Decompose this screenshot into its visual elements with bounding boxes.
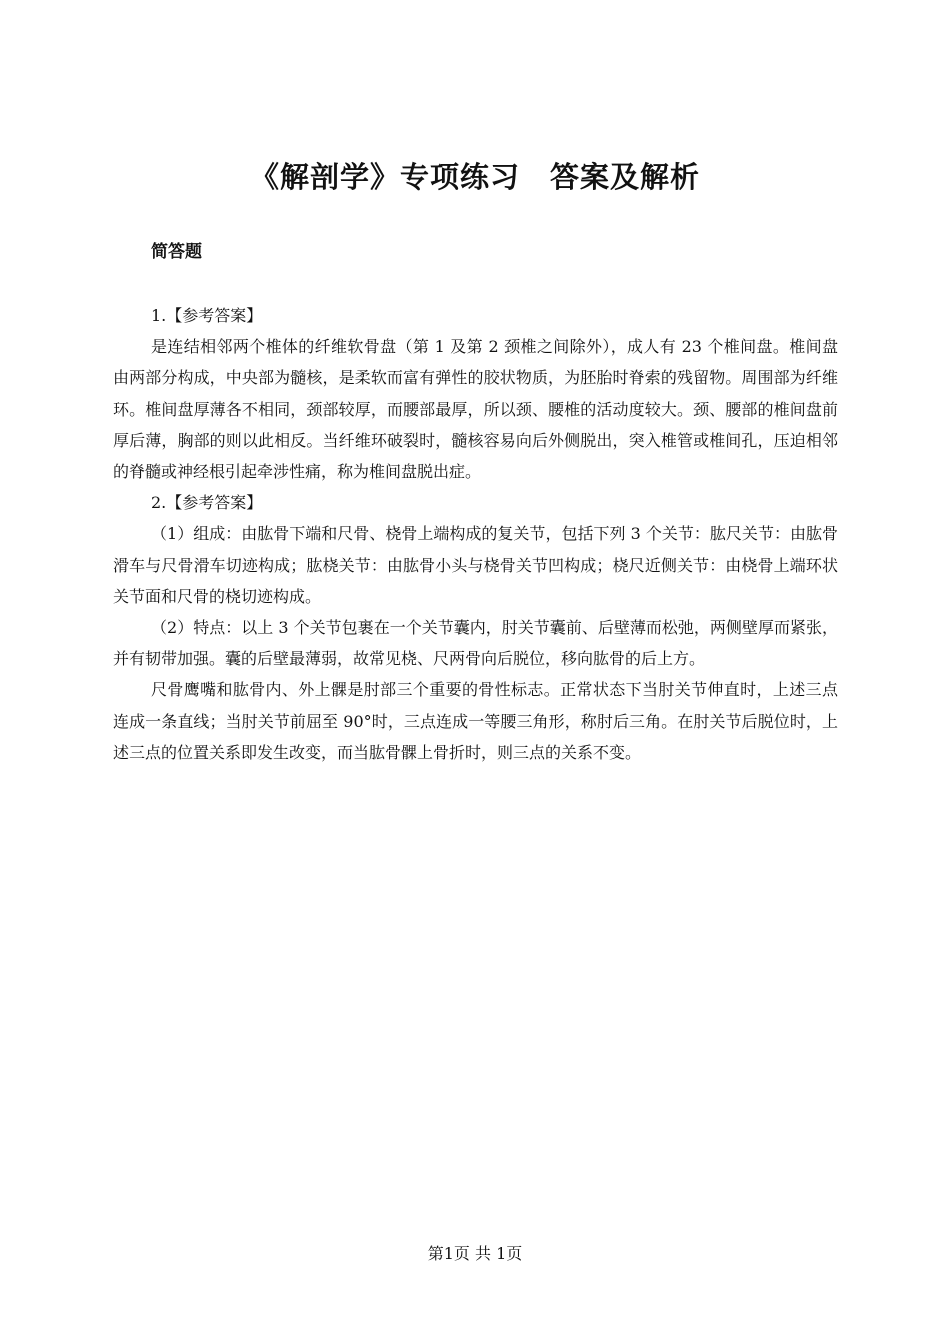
page-title: 《解剖学》专项练习 答案及解析 xyxy=(249,160,700,194)
page-footer: 第1页 共 1页 xyxy=(427,1244,523,1263)
answer-2-label: 2.【参考答案】 xyxy=(151,493,263,513)
answer-1-label: 1.【参考答案】 xyxy=(151,306,263,325)
answer-1-paragraph: 是连结相邻两个椎体的纤维软骨盘（第 1 及第 2 颈椎之间除外），成人有 23 个椎间盘。椎间盘由两部分构成，中央部为髓核，是柔软而富有弹性的胶状物质，为胚胎时脊索的残留物。周围部为纤维环。椎间盘厚薄各不相同，颈部较厚，而腰部最厚，所以颈、腰椎的活动度较大。颈、腰部的椎间盘前厚后薄，胸部的则以此相反。当纤维环破裂时，髓核容易向后外侧脱出，突入椎管或椎间孔，压迫相邻的脊髓或神经根引起牵涉性痛，称为椎间盘脱出症。 xyxy=(113,337,838,482)
answer-body xyxy=(113,300,838,768)
answer-2-paragraph-features: （2）特点：以上 3 个关节包裹在一个关节囊内，肘关节囊前、后壁薄而松弛，两侧壁厚而紧张，并有韧带加强。囊的后壁最薄弱，故常见桡、尺两骨向后脱位，移向肱骨的后上方。 xyxy=(113,618,838,669)
answer-2-paragraph-composition: （1）组成：由肱骨下端和尺骨、桡骨上端构成的复关节，包括下列 3 个关节：肱尺关节：由肱骨滑车与尺骨滑车切迹构成；肱桡关节：由肱骨小头与桡骨关节凹构成；桡尺近侧关节：由桡骨上端环状关节面和尺骨的桡切迹构成。 xyxy=(113,524,838,606)
section-heading: 简答题 xyxy=(151,242,202,262)
answer-2-paragraph-landmarks: 尺骨鹰嘴和肱骨内、外上髁是肘部三个重要的骨性标志。正常状态下当肘关节伸直时，上述三点连成一条直线；当肘关节前屈至 90°时，三点连成一等腰三角形，称肘后三角。在肘关节后脱位时，上述三点的位置关系即发生改变，而当肱骨髁上骨折时，则三点的关系不变。 xyxy=(113,680,838,762)
